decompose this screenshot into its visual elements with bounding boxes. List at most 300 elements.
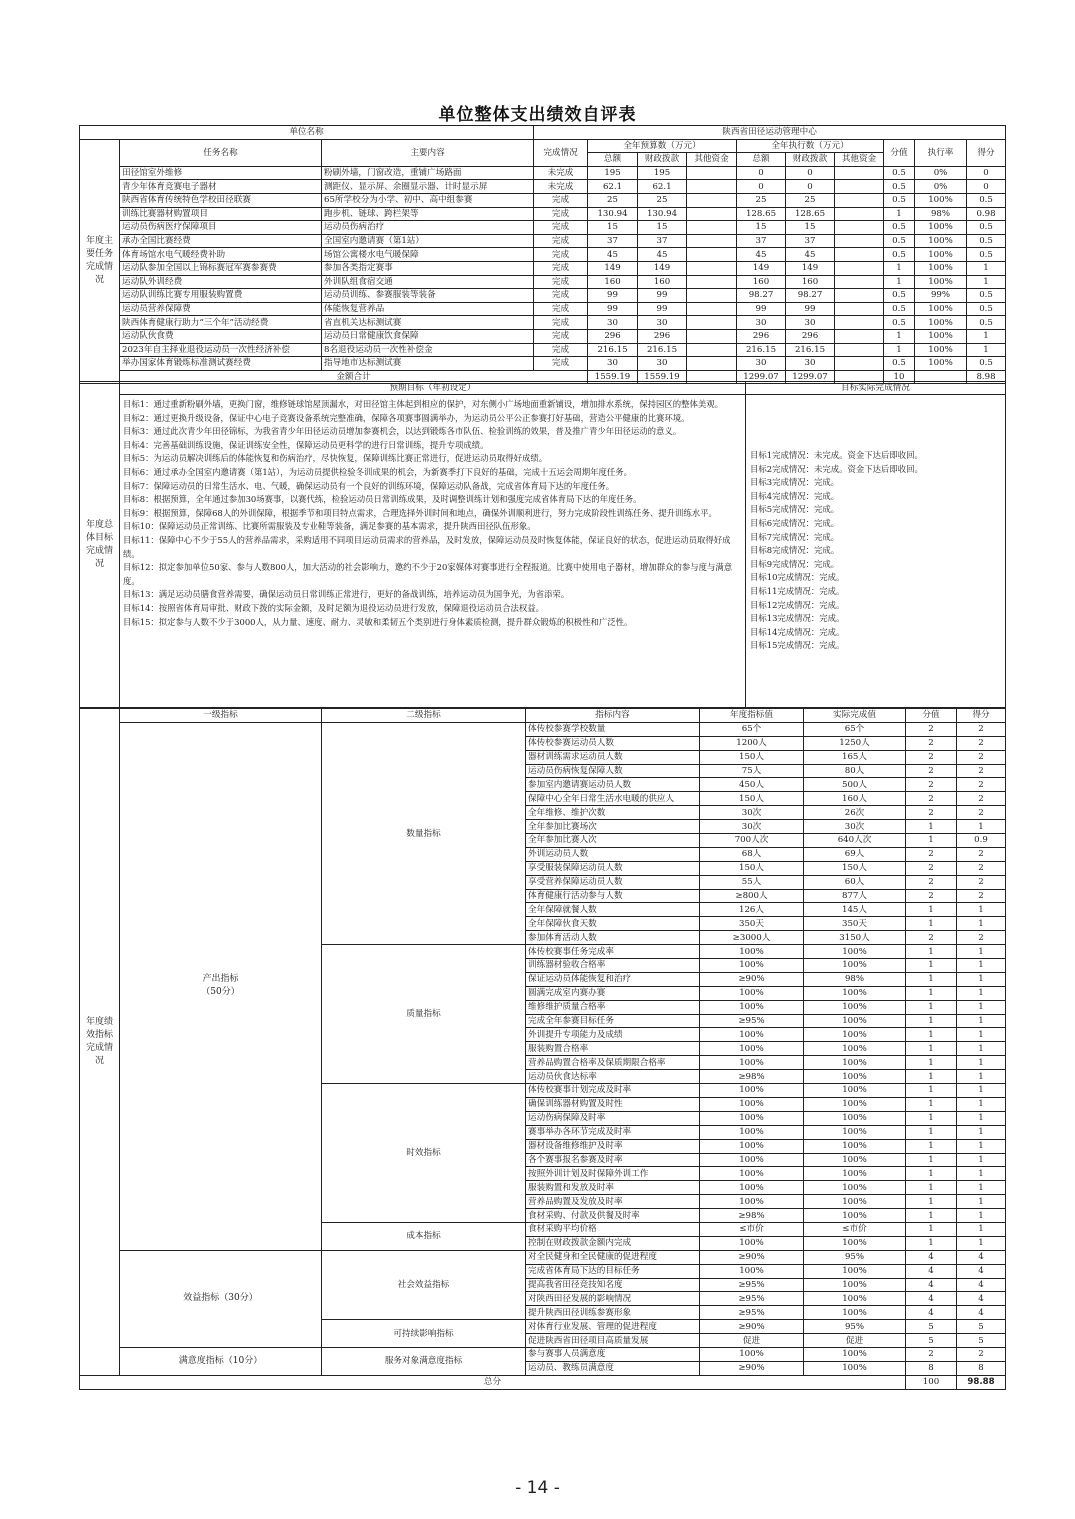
task-name: 运动队伙食费 bbox=[120, 329, 322, 343]
indicator-score: 1 bbox=[957, 1195, 1006, 1209]
indicator-content: 营养品购置合格率及保质期限合格率 bbox=[526, 1056, 700, 1070]
goals-table bbox=[79, 381, 1006, 708]
actual-value: 3150人 bbox=[804, 931, 906, 945]
task-row bbox=[80, 180, 1006, 194]
page-number: - 14 - bbox=[515, 1478, 560, 1498]
target-value: ≥800人 bbox=[700, 889, 804, 903]
score-value: 0.5 bbox=[884, 221, 915, 235]
budget-total: 30 bbox=[588, 316, 638, 330]
target-value: 100% bbox=[700, 1084, 804, 1098]
expected-goal-item: 目标8：根据预算，全年通过参加30场赛事，以赛代练，检验运动员日常训练成果，及时调整训练计划和强度完成省体育局下达的年度任务。 bbox=[123, 494, 642, 505]
exec-rate: 100% bbox=[915, 261, 967, 275]
indicator-content: 对陕西田径发展的影响情况 bbox=[526, 1292, 700, 1306]
actual-value: 26次 bbox=[804, 806, 906, 820]
task-content: 测距仪、显示屏、余圈显示器、计时显示屏 bbox=[322, 180, 534, 194]
target-value: 100% bbox=[700, 1125, 804, 1139]
task-name: 运动员营养保障费 bbox=[120, 302, 322, 316]
total-label: 金额合计 bbox=[120, 370, 588, 384]
task-row bbox=[80, 275, 1006, 289]
task-row bbox=[80, 302, 1006, 316]
level2-indicator: 成本指标 bbox=[322, 1222, 526, 1250]
grand-total-score: 98.88 bbox=[957, 1375, 1006, 1389]
actual-value: 100% bbox=[804, 1278, 906, 1292]
target-value: 100% bbox=[700, 1167, 804, 1181]
exec-other bbox=[835, 221, 884, 235]
indicator-content: 全年参加比赛场次 bbox=[526, 820, 700, 834]
score-value: 0.5 bbox=[884, 357, 915, 371]
level1-indicator bbox=[120, 1347, 322, 1375]
actual-goals-header: 目标实际完成情况 bbox=[746, 382, 1006, 395]
indicator-score: 1 bbox=[957, 1000, 1006, 1014]
indicator-score: 2 bbox=[957, 736, 1006, 750]
target-value: 350天 bbox=[700, 917, 804, 931]
task-name: 运动队外训经费 bbox=[120, 275, 322, 289]
budget-other bbox=[687, 248, 737, 262]
budget-other bbox=[687, 357, 737, 371]
total-budget-fiscal: 1559.19 bbox=[638, 370, 687, 384]
indicator-score: 1 bbox=[957, 1209, 1006, 1223]
indicator-score-value: 1 bbox=[906, 820, 957, 834]
indicator-score-value: 1 bbox=[906, 1042, 957, 1056]
expected-goal-item: 目标2：通过更换升级设备，保证中心电子竞赛设备系统完整准确，保障各项赛事圆满举办，为运动员公平公正参赛打好基础，营造公平健康的比赛环境。 bbox=[123, 412, 690, 423]
indicator-content: 全年参加比赛人次 bbox=[526, 834, 700, 848]
indicator-score-value: 1 bbox=[906, 1111, 957, 1125]
actual-result-item: 目标2完成情况：未完成。资金下达后即收回。 bbox=[750, 463, 923, 474]
task-row bbox=[80, 357, 1006, 371]
task-row bbox=[80, 289, 1006, 303]
actual-value: 160人 bbox=[804, 792, 906, 806]
level2-indicator: 质量指标 bbox=[322, 945, 526, 1084]
target-value: 75人 bbox=[700, 764, 804, 778]
budget-other bbox=[687, 221, 737, 235]
indicator-content: 器材训练需求运动员人数 bbox=[526, 750, 700, 764]
indicator-score: 1 bbox=[957, 1125, 1006, 1139]
actual-result-item: 目标1完成情况：未完成。资金下达后即收回。 bbox=[750, 450, 923, 461]
score: 1 bbox=[967, 343, 1006, 357]
header-task-name: 任务名称 bbox=[120, 139, 322, 166]
actual-value: 100% bbox=[804, 1153, 906, 1167]
exec-rate: 100% bbox=[915, 329, 967, 343]
task-row bbox=[80, 166, 1006, 180]
actual-value: 100% bbox=[804, 1084, 906, 1098]
level2-indicator: 时效指标 bbox=[322, 1084, 526, 1223]
score: 0.5 bbox=[967, 357, 1006, 371]
indicator-score-value: 2 bbox=[906, 764, 957, 778]
target-value: ≥95% bbox=[700, 1278, 804, 1292]
score: 1 bbox=[967, 261, 1006, 275]
exec-fiscal: 15 bbox=[786, 221, 835, 235]
score: 0 bbox=[967, 180, 1006, 194]
indicator-content: 保证运动员体能恢复和治疗 bbox=[526, 972, 700, 986]
exec-other bbox=[835, 166, 884, 180]
level2-indicator: 数量指标 bbox=[322, 722, 526, 944]
indicator-content: 运动员伙食达标率 bbox=[526, 1070, 700, 1084]
indicator-score: 2 bbox=[957, 722, 1006, 736]
budget-other bbox=[687, 207, 737, 221]
level1-indicator bbox=[120, 1250, 322, 1347]
exec-fiscal: 45 bbox=[786, 248, 835, 262]
exec-fiscal: 99 bbox=[786, 302, 835, 316]
header-exec-fiscal: 财政拨款 bbox=[786, 153, 835, 167]
score-value: 0.5 bbox=[884, 248, 915, 262]
target-value: 55人 bbox=[700, 875, 804, 889]
budget-fiscal: 149 bbox=[638, 261, 687, 275]
level1-indicator-sub: （50分） bbox=[201, 987, 240, 998]
actual-value: 150人 bbox=[804, 861, 906, 875]
task-row bbox=[80, 329, 1006, 343]
indicator-score: 4 bbox=[957, 1250, 1006, 1264]
indicator-score-value: 2 bbox=[906, 875, 957, 889]
indicator-content: 训练器材验收合格率 bbox=[526, 959, 700, 973]
goals-section-label: 年度总体目标完成情况 bbox=[80, 382, 120, 708]
indicator-score: 1 bbox=[957, 1167, 1006, 1181]
header-status: 完成情况 bbox=[534, 139, 588, 166]
indicator-score-value: 4 bbox=[906, 1278, 957, 1292]
task-content: 粉刷外墙，门窗改造，重铺广场路面 bbox=[322, 166, 534, 180]
expected-goal-item: 目标14：按照省体育局审批、财政下拨的实际金额，及时足额为退役运动员进行发放，保障退役运动员合法权益。 bbox=[123, 602, 545, 613]
score-value: 0.5 bbox=[884, 234, 915, 248]
exec-fiscal: 128.65 bbox=[786, 207, 835, 221]
budget-other bbox=[687, 329, 737, 343]
indicator-score-value: 1 bbox=[906, 1153, 957, 1167]
target-value: 100% bbox=[700, 1236, 804, 1250]
exec-total: 99 bbox=[737, 302, 786, 316]
task-name: 青少年体育竞赛电子器材 bbox=[120, 180, 322, 194]
indicator-score: 2 bbox=[957, 931, 1006, 945]
budget-fiscal: 45 bbox=[638, 248, 687, 262]
indicator-score: 2 bbox=[957, 778, 1006, 792]
target-value: 促进 bbox=[700, 1334, 804, 1348]
actual-value: 98% bbox=[804, 972, 906, 986]
exec-other bbox=[835, 302, 884, 316]
exec-rate: 0% bbox=[915, 180, 967, 194]
budget-fiscal: 99 bbox=[638, 302, 687, 316]
actual-value: 100% bbox=[804, 1014, 906, 1028]
header-level1: 一级指标 bbox=[120, 709, 322, 723]
actual-result-item: 目标13完成情况：完成。 bbox=[750, 613, 845, 624]
target-value: ≥95% bbox=[700, 1014, 804, 1028]
target-value: 100% bbox=[700, 1181, 804, 1195]
exec-rate: 100% bbox=[915, 193, 967, 207]
header-exec-other: 其他资金 bbox=[835, 153, 884, 167]
exec-other bbox=[835, 289, 884, 303]
actual-result-item: 目标4完成情况：完成。 bbox=[750, 490, 840, 501]
header-target-value: 年度指标值 bbox=[700, 709, 804, 723]
actual-result-item: 目标10完成情况：完成。 bbox=[750, 572, 845, 583]
budget-other bbox=[687, 302, 737, 316]
total-exec-total: 1299.07 bbox=[737, 370, 786, 384]
exec-other bbox=[835, 343, 884, 357]
score-value: 1 bbox=[884, 329, 915, 343]
expected-goals-header: 预期目标（年初设定） bbox=[120, 382, 746, 395]
actual-value: 95% bbox=[804, 1320, 906, 1334]
budget-total: 62.1 bbox=[588, 180, 638, 194]
task-content: 体能恢复营养品 bbox=[322, 302, 534, 316]
indicator-score-value: 4 bbox=[906, 1306, 957, 1320]
indicator-score: 1 bbox=[957, 903, 1006, 917]
exec-rate: 0% bbox=[915, 166, 967, 180]
indicator-score-value: 1 bbox=[906, 986, 957, 1000]
score: 0.98 bbox=[967, 207, 1006, 221]
indicator-score-value: 1 bbox=[906, 959, 957, 973]
expected-goal-item: 目标1：通过重新粉刷外墙，更换门窗，维修链球馆屋顶漏水，对田径馆主体起到相应的保护，对东侧小广场地面重新铺设，增加排水系统，保持园区的整体美观。 bbox=[123, 399, 723, 409]
indicator-content: 服装购置合格率 bbox=[526, 1042, 700, 1056]
exec-rate: 99% bbox=[915, 289, 967, 303]
target-value: 100% bbox=[700, 1153, 804, 1167]
indicator-score-value: 2 bbox=[906, 889, 957, 903]
task-content: 场馆公寓楼水电气暖保障 bbox=[322, 248, 534, 262]
budget-total: 216.15 bbox=[588, 343, 638, 357]
exec-fiscal: 30 bbox=[786, 316, 835, 330]
task-name: 田径馆室外维修 bbox=[120, 166, 322, 180]
exec-other bbox=[835, 261, 884, 275]
indicator-score-value: 1 bbox=[906, 1014, 957, 1028]
task-status: 完成 bbox=[534, 221, 588, 235]
budget-fiscal: 99 bbox=[638, 289, 687, 303]
indicator-content: 确保训练器材购置及时性 bbox=[526, 1097, 700, 1111]
indicator-score-value: 2 bbox=[906, 806, 957, 820]
indicator-score: 1 bbox=[957, 1111, 1006, 1125]
indicator-content: 提升陕西田径训练参赛形象 bbox=[526, 1306, 700, 1320]
grand-total-label: 总分 bbox=[80, 1375, 906, 1389]
indicator-content: 享受营养保障运动员人数 bbox=[526, 875, 700, 889]
indicator-score-value: 1 bbox=[906, 1028, 957, 1042]
indicator-score: 2 bbox=[957, 861, 1006, 875]
actual-value: 100% bbox=[804, 1195, 906, 1209]
indicator-score-value: 1 bbox=[906, 972, 957, 986]
indicator-score: 2 bbox=[957, 875, 1006, 889]
score-value: 0.5 bbox=[884, 166, 915, 180]
indicator-score-value: 2 bbox=[906, 847, 957, 861]
tasks-table bbox=[79, 125, 1006, 384]
indicator-score: 1 bbox=[957, 820, 1006, 834]
actual-value: 100% bbox=[804, 1181, 906, 1195]
task-content: 外训队组食宿交通 bbox=[322, 275, 534, 289]
target-value: 150人 bbox=[700, 750, 804, 764]
target-value: 700人次 bbox=[700, 834, 804, 848]
budget-fiscal: 37 bbox=[638, 234, 687, 248]
indicator-score-value: 1 bbox=[906, 1209, 957, 1223]
task-status: 完成 bbox=[534, 329, 588, 343]
actual-value: 100% bbox=[804, 1111, 906, 1125]
expected-goal-item: 目标13：满足运动员膳食营养需要，确保运动员日常训练正常进行，更好的备战训练，培养运动员为国争光，为省添荣。 bbox=[123, 589, 570, 600]
expected-goal-item: 目标12：拟定参加单位50家、参与人数800人，加大活动的社会影响力，邀约不少于20家媒体对赛事进行全程报道。比赛中使用电子器材，增加群众的参与度与满意度。 bbox=[123, 562, 733, 586]
target-value: 100% bbox=[700, 1347, 804, 1361]
page-title: 单位整体支出绩效自评表 bbox=[438, 105, 637, 125]
task-content: 运动员伤病治疗 bbox=[322, 221, 534, 235]
budget-other bbox=[687, 275, 737, 289]
tasks-section-label: 年度主要任务完成情况 bbox=[80, 139, 120, 384]
task-name: 训练比赛器材购置项目 bbox=[120, 207, 322, 221]
task-status: 完成 bbox=[534, 343, 588, 357]
indicator-score-value: 2 bbox=[906, 1347, 957, 1361]
header-exec-total: 总额 bbox=[737, 153, 786, 167]
indicator-score-value: 1 bbox=[906, 1167, 957, 1181]
actual-value: 100% bbox=[804, 1070, 906, 1084]
exec-other bbox=[835, 316, 884, 330]
indicator-score-value: 1 bbox=[906, 1056, 957, 1070]
actual-results bbox=[746, 395, 1006, 708]
header-indicator-score: 得分 bbox=[957, 709, 1006, 723]
actual-value: 促进 bbox=[804, 1334, 906, 1348]
expected-goal-item: 目标10：保障运动员正常训练、比赛所需服装及专业鞋等装备，满足参赛的基本需求，提升陕西田径队伍形象。 bbox=[123, 521, 536, 532]
task-name: 运动队训练比赛专用服装购置费 bbox=[120, 289, 322, 303]
budget-total: 195 bbox=[588, 166, 638, 180]
exec-total: 216.15 bbox=[737, 343, 786, 357]
indicator-score: 2 bbox=[957, 806, 1006, 820]
indicator-content: 运动伤病保障及时率 bbox=[526, 1111, 700, 1125]
header-score: 得分 bbox=[967, 139, 1006, 166]
actual-result-item: 目标14完成情况：完成。 bbox=[750, 626, 845, 637]
task-content: 8名退役运动员一次性补偿金 bbox=[322, 343, 534, 357]
task-content: 指导地市达标测试赛 bbox=[322, 357, 534, 371]
task-content: 参加各类指定赛事 bbox=[322, 261, 534, 275]
budget-fiscal: 296 bbox=[638, 329, 687, 343]
indicator-content: 完成省体育局下达的目标任务 bbox=[526, 1264, 700, 1278]
task-row bbox=[80, 248, 1006, 262]
indicator-score: 5 bbox=[957, 1334, 1006, 1348]
indicator-score: 1 bbox=[957, 1070, 1006, 1084]
task-row bbox=[80, 207, 1006, 221]
actual-value: 69人 bbox=[804, 847, 906, 861]
budget-fiscal: 130.94 bbox=[638, 207, 687, 221]
actual-result-item: 目标11完成情况：完成。 bbox=[750, 585, 845, 596]
score-value: 0.5 bbox=[884, 193, 915, 207]
budget-other bbox=[687, 166, 737, 180]
indicator-score: 4 bbox=[957, 1278, 1006, 1292]
actual-result-item: 目标8完成情况：完成。 bbox=[750, 545, 840, 556]
level1-indicator-label: 满意度指标（10分） bbox=[178, 1355, 263, 1366]
actual-value: 80人 bbox=[804, 764, 906, 778]
exec-fiscal: 160 bbox=[786, 275, 835, 289]
actual-value: 100% bbox=[804, 1347, 906, 1361]
task-name: 承办全国比赛经费 bbox=[120, 234, 322, 248]
indicator-score: 8 bbox=[957, 1361, 1006, 1375]
task-status: 完成 bbox=[534, 261, 588, 275]
target-value: ≥95% bbox=[700, 1292, 804, 1306]
task-row bbox=[80, 261, 1006, 275]
total-exec-fiscal: 1299.07 bbox=[786, 370, 835, 384]
target-value: 100% bbox=[700, 1139, 804, 1153]
exec-fiscal: 37 bbox=[786, 234, 835, 248]
exec-rate: 100% bbox=[915, 275, 967, 289]
target-value: 68人 bbox=[700, 847, 804, 861]
target-value: 30次 bbox=[700, 820, 804, 834]
indicator-score: 2 bbox=[957, 750, 1006, 764]
budget-total: 296 bbox=[588, 329, 638, 343]
target-value: 126人 bbox=[700, 903, 804, 917]
header-exec-group: 全年执行数（万元） bbox=[737, 139, 884, 153]
indicator-score-value: 2 bbox=[906, 792, 957, 806]
header-indicator-score-value: 分值 bbox=[906, 709, 957, 723]
score: 0.5 bbox=[967, 221, 1006, 235]
indicator-score: 1 bbox=[957, 1236, 1006, 1250]
exec-fiscal: 0 bbox=[786, 166, 835, 180]
exec-fiscal: 216.15 bbox=[786, 343, 835, 357]
budget-other bbox=[687, 234, 737, 248]
task-status: 完成 bbox=[534, 289, 588, 303]
task-content: 跑步机、链球、跨栏架等 bbox=[322, 207, 534, 221]
exec-total: 25 bbox=[737, 193, 786, 207]
budget-fiscal: 30 bbox=[638, 357, 687, 371]
indicator-score-value: 2 bbox=[906, 736, 957, 750]
budget-fiscal: 62.1 bbox=[638, 180, 687, 194]
actual-value: ≤市价 bbox=[804, 1222, 906, 1236]
target-value: 100% bbox=[700, 1000, 804, 1014]
indicator-score-value: 1 bbox=[906, 1084, 957, 1098]
task-status: 完成 bbox=[534, 234, 588, 248]
budget-total: 149 bbox=[588, 261, 638, 275]
indicator-score: 1 bbox=[957, 959, 1006, 973]
header-indicator-content: 指标内容 bbox=[526, 709, 700, 723]
exec-total: 128.65 bbox=[737, 207, 786, 221]
indicator-score-value: 4 bbox=[906, 1250, 957, 1264]
budget-other bbox=[687, 289, 737, 303]
target-value: 450人 bbox=[700, 778, 804, 792]
task-name: 运动员伤病医疗保障项目 bbox=[120, 221, 322, 235]
exec-rate: 100% bbox=[915, 343, 967, 357]
task-content: 运动员训练、参赛服装等装备 bbox=[322, 289, 534, 303]
target-value: ≥90% bbox=[700, 1250, 804, 1264]
unit-name-label: 单位名称 bbox=[80, 126, 534, 140]
level1-indicator-label: 产出指标 bbox=[202, 974, 239, 985]
score-value: 0.5 bbox=[884, 289, 915, 303]
indicator-score-value: 4 bbox=[906, 1264, 957, 1278]
budget-fiscal: 195 bbox=[638, 166, 687, 180]
task-content: 运动员日常健康饮食保障 bbox=[322, 329, 534, 343]
exec-total: 296 bbox=[737, 329, 786, 343]
task-status: 未完成 bbox=[534, 166, 588, 180]
indicator-score: 2 bbox=[957, 847, 1006, 861]
indicator-row bbox=[80, 1347, 1006, 1361]
budget-fiscal: 216.15 bbox=[638, 343, 687, 357]
exec-rate: 98% bbox=[915, 207, 967, 221]
indicator-score-value: 2 bbox=[906, 778, 957, 792]
target-value: ≥95% bbox=[700, 1306, 804, 1320]
indicator-score-value: 1 bbox=[906, 1236, 957, 1250]
actual-value: 30次 bbox=[804, 820, 906, 834]
indicator-score-value: 5 bbox=[906, 1320, 957, 1334]
indicator-score: 2 bbox=[957, 764, 1006, 778]
task-status: 完成 bbox=[534, 302, 588, 316]
indicator-content: 参加室内邀请赛运动员人数 bbox=[526, 778, 700, 792]
target-value: 100% bbox=[700, 1111, 804, 1125]
indicator-content: 圆满完成室内赛办赛 bbox=[526, 986, 700, 1000]
indicator-score: 1 bbox=[957, 1042, 1006, 1056]
header-budget-other: 其他资金 bbox=[687, 153, 737, 167]
actual-value: 877人 bbox=[804, 889, 906, 903]
target-value: ≤市价 bbox=[700, 1222, 804, 1236]
score: 0.5 bbox=[967, 193, 1006, 207]
target-value: 100% bbox=[700, 959, 804, 973]
exec-rate: 100% bbox=[915, 221, 967, 235]
indicator-score: 1 bbox=[957, 1084, 1006, 1098]
budget-other bbox=[687, 343, 737, 357]
target-value: ≥98% bbox=[700, 1209, 804, 1223]
indicator-content: 维修维护质量合格率 bbox=[526, 1000, 700, 1014]
budget-other bbox=[687, 316, 737, 330]
indicator-score-value: 1 bbox=[906, 1070, 957, 1084]
exec-other bbox=[835, 180, 884, 194]
indicator-content: 全年保障伙食天数 bbox=[526, 917, 700, 931]
indicator-score-value: 1 bbox=[906, 1181, 957, 1195]
actual-value: 500人 bbox=[804, 778, 906, 792]
indicator-content: 对全民健身和全民健康的促进程度 bbox=[526, 1250, 700, 1264]
target-value: 150人 bbox=[700, 861, 804, 875]
task-status: 完成 bbox=[534, 248, 588, 262]
target-value: 100% bbox=[700, 1097, 804, 1111]
score: 1 bbox=[967, 275, 1006, 289]
